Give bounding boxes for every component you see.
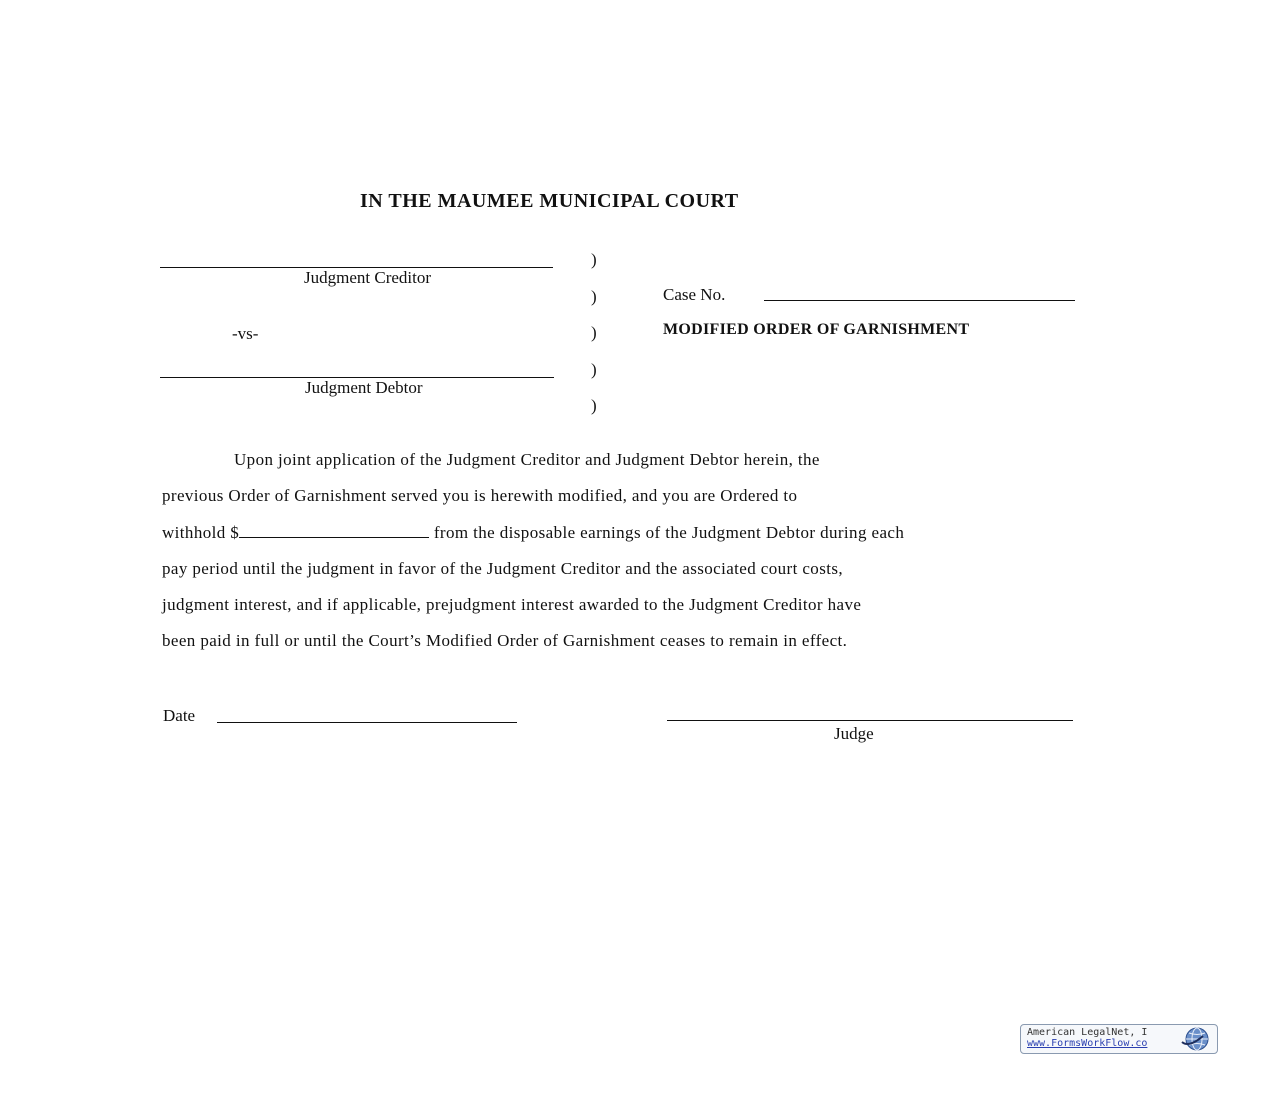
body-line: Upon joint application of the Judgment Creditor and Judgment Debtor herein, the (234, 450, 820, 469)
caption-paren: ) (591, 250, 597, 269)
judge-signature-line[interactable] (667, 720, 1073, 721)
body-line: been paid in full or until the Court’s Modified Order of Garnishment ceases to remain in effect. (162, 631, 848, 650)
globe-icon (1179, 1026, 1215, 1054)
withhold-amount-field[interactable] (239, 523, 429, 538)
body-line: pay period until the judgment in favor of the Judgment Creditor and the associated court costs, (162, 559, 844, 578)
caption-paren: ) (591, 323, 597, 342)
judge-label: Judge (834, 724, 874, 743)
date-label: Date (163, 706, 196, 725)
order-title: MODIFIED ORDER OF GARNISHMENT (663, 321, 970, 338)
case-no-label: Case No. (663, 285, 726, 304)
caption-paren: ) (591, 396, 597, 415)
logo-url-link[interactable]: www.FormsWorkFlow.co (1027, 1038, 1148, 1049)
logo-company-text: American LegalNet, I (1027, 1027, 1148, 1038)
debtor-label: Judgment Debtor (305, 378, 423, 397)
withhold-suffix: from the disposable earnings of the Judgment Debtor during each (429, 523, 905, 542)
withhold-prefix: withhold $ (162, 523, 240, 542)
caption-paren: ) (591, 287, 597, 306)
body-line-withhold (162, 523, 1102, 543)
case-no-field[interactable] (764, 300, 1075, 301)
vs-label: -vs- (232, 324, 259, 343)
creditor-label: Judgment Creditor (304, 268, 432, 287)
body-line: previous Order of Garnishment served you is herewith modified, and you are Ordered to (162, 486, 798, 505)
body-line: judgment interest, and if applicable, prejudgment interest awarded to the Judgment Creditor have (162, 595, 862, 614)
americanlegalnet-logo[interactable] (1020, 1024, 1218, 1054)
date-field[interactable] (217, 722, 517, 723)
court-title: IN THE MAUMEE MUNICIPAL COURT (360, 190, 739, 212)
caption-paren: ) (591, 360, 597, 379)
